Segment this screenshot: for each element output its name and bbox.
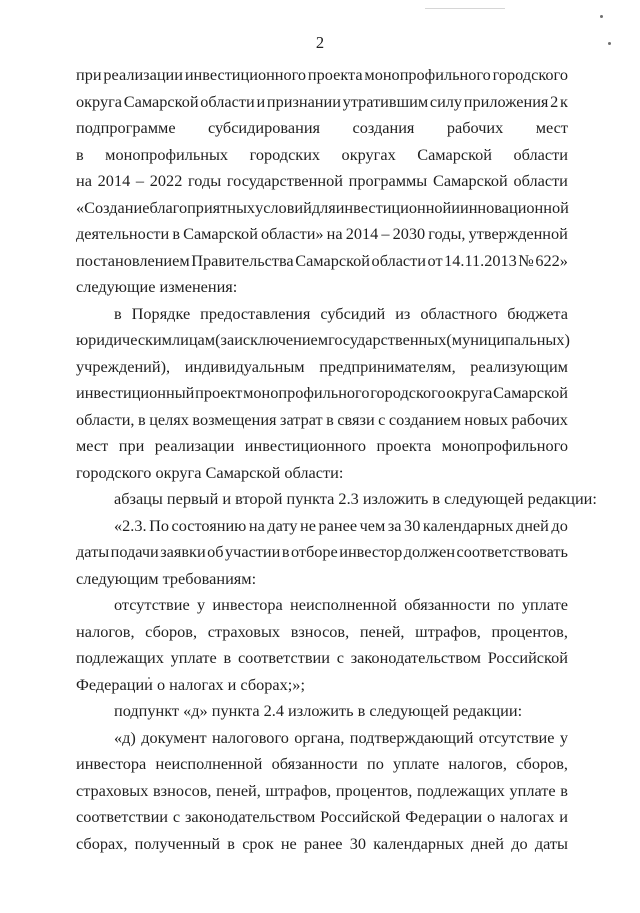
text-line <box>76 539 568 566</box>
word: инвестора <box>212 595 283 614</box>
word: городских <box>249 144 321 164</box>
text-line <box>76 380 568 407</box>
text-line <box>76 645 568 672</box>
word: до <box>511 833 528 853</box>
word: проекта <box>376 436 432 455</box>
word: монопрофильного <box>364 65 491 84</box>
word: 30 <box>349 833 367 853</box>
word: связи <box>337 409 375 429</box>
document-body <box>76 62 597 857</box>
word: Самарской <box>493 383 568 402</box>
word: 2030 <box>392 224 426 243</box>
word: страховых <box>76 780 149 800</box>
word: из <box>395 303 411 323</box>
word: к <box>559 91 568 111</box>
text-line <box>76 89 568 116</box>
word: области <box>513 171 568 190</box>
word: программы <box>348 171 428 190</box>
text-line <box>76 195 568 222</box>
word: исключением <box>234 330 329 349</box>
word: у <box>196 595 206 614</box>
word: до <box>551 515 568 535</box>
text-line: абзацы первый и второй пункта 2.3 изложить в следующей редакции: <box>114 489 597 508</box>
word: предоставления <box>200 303 311 323</box>
text-line <box>76 778 568 805</box>
text-line <box>76 221 568 248</box>
paragraph <box>76 698 568 725</box>
word: мест <box>76 436 109 455</box>
word: с <box>172 807 181 826</box>
word: Правительства <box>191 250 294 270</box>
word: не <box>280 833 297 853</box>
word: Российской <box>487 648 568 667</box>
word: подпрограмме <box>76 118 176 137</box>
word: при <box>118 436 145 455</box>
word: рабочих <box>511 409 568 429</box>
word: реализации <box>103 65 183 84</box>
word: налогах <box>499 807 555 826</box>
word: инвестора <box>76 754 147 773</box>
word: законодательством <box>350 648 481 667</box>
text-line: следующим требованиям: <box>76 568 257 588</box>
word: реализации <box>154 436 235 455</box>
word: ранее <box>318 515 358 535</box>
word: срок <box>242 833 274 853</box>
word: затрат <box>280 409 323 429</box>
word: на <box>76 171 92 190</box>
word: по <box>366 754 384 773</box>
word: календарных <box>422 515 514 535</box>
word: 622» <box>535 250 568 270</box>
word: утвержденной <box>468 224 568 243</box>
word: календарных <box>373 833 464 853</box>
word: 2022 <box>149 171 183 190</box>
word: должен <box>403 542 456 561</box>
word: налогов, <box>448 754 507 773</box>
word: Самарской <box>295 250 371 270</box>
word: индивидуальным <box>184 356 305 376</box>
word: «2.3. <box>114 515 147 535</box>
word: 2014 <box>345 224 379 243</box>
text-line <box>76 513 568 540</box>
word: создания <box>352 118 415 137</box>
word: сборах, <box>76 833 128 853</box>
word: отсутствие <box>478 727 555 747</box>
text-line <box>76 62 568 89</box>
word: годы <box>188 171 222 190</box>
paragraph <box>76 592 568 698</box>
word: соответствовать <box>456 542 568 561</box>
word: уплате <box>521 595 568 614</box>
text-line <box>76 168 568 195</box>
text-line <box>76 301 568 328</box>
word: юридическим <box>76 330 172 349</box>
paragraph <box>76 62 568 301</box>
word: налогов, <box>76 621 135 641</box>
word: для <box>311 197 336 217</box>
word: не <box>300 515 316 535</box>
word: подлежащих <box>416 780 505 800</box>
text-line <box>76 354 568 381</box>
text-line <box>76 725 568 752</box>
word: области» <box>261 224 324 243</box>
word: годы, <box>428 224 466 243</box>
word: подлежащих <box>76 648 164 667</box>
word: монопрофильного <box>441 436 568 455</box>
text-line <box>76 327 568 354</box>
word: в <box>560 780 568 800</box>
word: постановлением <box>76 250 190 270</box>
word: инвестиционного <box>184 65 307 84</box>
word: участии <box>225 542 281 561</box>
word: дату <box>267 515 298 535</box>
text-line: Федерации о налогах и сборах;»; <box>76 674 305 694</box>
paragraph <box>76 301 568 487</box>
word: взносов, <box>290 621 350 641</box>
word: и <box>256 91 266 111</box>
word: за <box>387 515 402 535</box>
word: «Создание <box>76 197 150 217</box>
word: штрафов, <box>265 780 332 800</box>
word: подтверждающий <box>349 727 474 747</box>
word: областного <box>420 303 498 323</box>
word: отборе <box>290 542 338 561</box>
word: в <box>223 648 232 667</box>
word: монопрофильного <box>243 383 370 402</box>
scan-edge-mark <box>425 8 505 9</box>
word: области <box>513 144 568 164</box>
word: даты <box>534 833 568 853</box>
word: органа, <box>294 727 345 747</box>
word: в <box>138 409 146 429</box>
word: в <box>76 144 84 164</box>
word: документ <box>141 727 207 747</box>
word: в <box>114 303 122 323</box>
word: силу <box>429 91 463 111</box>
word: в <box>227 833 235 853</box>
word: государственной <box>226 171 343 190</box>
word: даты <box>76 542 110 561</box>
word: в <box>281 542 290 561</box>
word: отсутствие <box>114 595 190 614</box>
paragraph <box>76 486 597 513</box>
text-line <box>76 407 568 434</box>
word: – <box>381 224 390 243</box>
word: благоприятных <box>149 197 256 217</box>
text-line: городского округа Самарской области: <box>76 462 344 482</box>
text-line <box>76 619 568 646</box>
word: на <box>248 515 265 535</box>
word: созданием <box>388 409 461 429</box>
word: сборов, <box>145 621 198 641</box>
word: (муниципальных) <box>446 330 570 349</box>
text-line <box>76 592 568 619</box>
word: с <box>336 648 344 667</box>
word: процентов, <box>335 780 413 800</box>
word: полученный <box>134 833 221 853</box>
text-line <box>76 248 568 275</box>
word: и <box>451 197 460 217</box>
word: 2014 <box>97 171 131 190</box>
word: об <box>207 542 224 561</box>
word: 14.11.2013 <box>444 250 517 270</box>
word: 2 <box>550 91 559 111</box>
word: инвестиционной <box>335 197 452 217</box>
word: на <box>326 224 343 243</box>
word: утратившим <box>342 91 429 111</box>
word: новых <box>464 409 509 429</box>
word: учреждений), <box>76 356 171 376</box>
word: монопрофильных <box>105 144 229 164</box>
word: с <box>378 409 386 429</box>
word: Самарской <box>183 224 258 243</box>
word: «д) <box>114 727 136 747</box>
word: по <box>497 595 515 614</box>
word: уплате <box>170 648 217 667</box>
word: государственных <box>328 330 447 349</box>
word: проекта <box>307 65 363 84</box>
word: 30 <box>404 515 421 535</box>
word: страховых <box>207 621 281 641</box>
text-line: следующие изменения: <box>76 277 238 296</box>
word: в <box>172 224 180 243</box>
text-line <box>76 142 568 169</box>
word: городского <box>370 383 446 402</box>
word: деятельности <box>76 224 170 243</box>
word: сборов, <box>516 754 568 773</box>
word: лицам <box>172 330 216 349</box>
word: соответствии <box>76 807 168 826</box>
word: в <box>326 409 334 429</box>
word: условий <box>255 197 312 217</box>
word: инвестиционного <box>244 436 367 455</box>
word: Порядке <box>131 303 191 323</box>
word: инвестор <box>339 542 403 561</box>
word: ранее <box>304 833 343 853</box>
text-line <box>76 831 568 858</box>
word: инвестиционный <box>76 383 195 402</box>
word: подачи <box>110 542 159 561</box>
word: неисполненной <box>155 754 263 773</box>
word: признании <box>266 91 341 111</box>
paragraph <box>76 725 568 858</box>
word: состоянию <box>171 515 247 535</box>
word: предпринимателям, <box>319 356 456 376</box>
word: области, <box>76 409 135 429</box>
word: округа <box>446 383 493 402</box>
word: дней <box>471 833 504 853</box>
word: уплате <box>393 754 440 773</box>
word: от <box>427 250 443 270</box>
scan-corner-dot <box>600 15 603 18</box>
word: (за <box>215 330 235 349</box>
word: при <box>76 65 102 84</box>
page-number: 2 <box>315 33 325 52</box>
word: городского <box>492 65 568 84</box>
word: По <box>149 515 169 535</box>
word: и <box>559 807 568 826</box>
word: инновационной <box>460 197 569 217</box>
word: проект <box>195 383 243 402</box>
word: Российской <box>320 807 401 826</box>
word: рабочих <box>446 118 504 137</box>
word: о <box>486 807 496 826</box>
word: Федерации <box>405 807 483 826</box>
word: целях <box>149 409 189 429</box>
word: округа <box>76 91 123 111</box>
word: приложения <box>463 91 549 111</box>
text-line <box>76 433 568 460</box>
word: области <box>200 91 255 111</box>
word: неисполненной <box>290 595 397 614</box>
word: обязанности <box>271 754 358 773</box>
word: у <box>559 727 568 747</box>
text-line <box>76 115 568 142</box>
word: субсидий <box>320 303 386 323</box>
word: реализующим <box>470 356 568 376</box>
word: возмещения <box>192 409 277 429</box>
word: процентов, <box>491 621 568 641</box>
word: Самарской <box>432 171 508 190</box>
text-line <box>76 751 568 778</box>
word: Самарской <box>417 144 493 164</box>
word: № <box>518 250 534 270</box>
word: взносов, <box>153 780 212 800</box>
word: – <box>135 171 145 190</box>
word: законодательством <box>184 807 316 826</box>
word: мест <box>535 118 568 137</box>
word: бюджета <box>507 303 568 323</box>
word: заявки <box>160 542 206 561</box>
word: соответствии <box>237 648 330 667</box>
text-line: подпункт «д» пункта 2.4 изложить в следующей редакции: <box>114 701 523 720</box>
word: Самарской <box>123 91 199 111</box>
word: субсидирования <box>207 118 321 137</box>
word: округах <box>341 144 396 164</box>
word: дней <box>515 515 549 535</box>
word: штрафов, <box>415 621 481 641</box>
word: области <box>371 250 426 270</box>
word: уплате <box>509 780 556 800</box>
text-line <box>76 804 568 831</box>
word: пеней, <box>216 780 261 800</box>
word: налогового <box>211 727 289 747</box>
word: пеней, <box>359 621 405 641</box>
word: обязанности <box>404 595 491 614</box>
word: чем <box>359 515 386 535</box>
paragraph <box>76 513 568 593</box>
